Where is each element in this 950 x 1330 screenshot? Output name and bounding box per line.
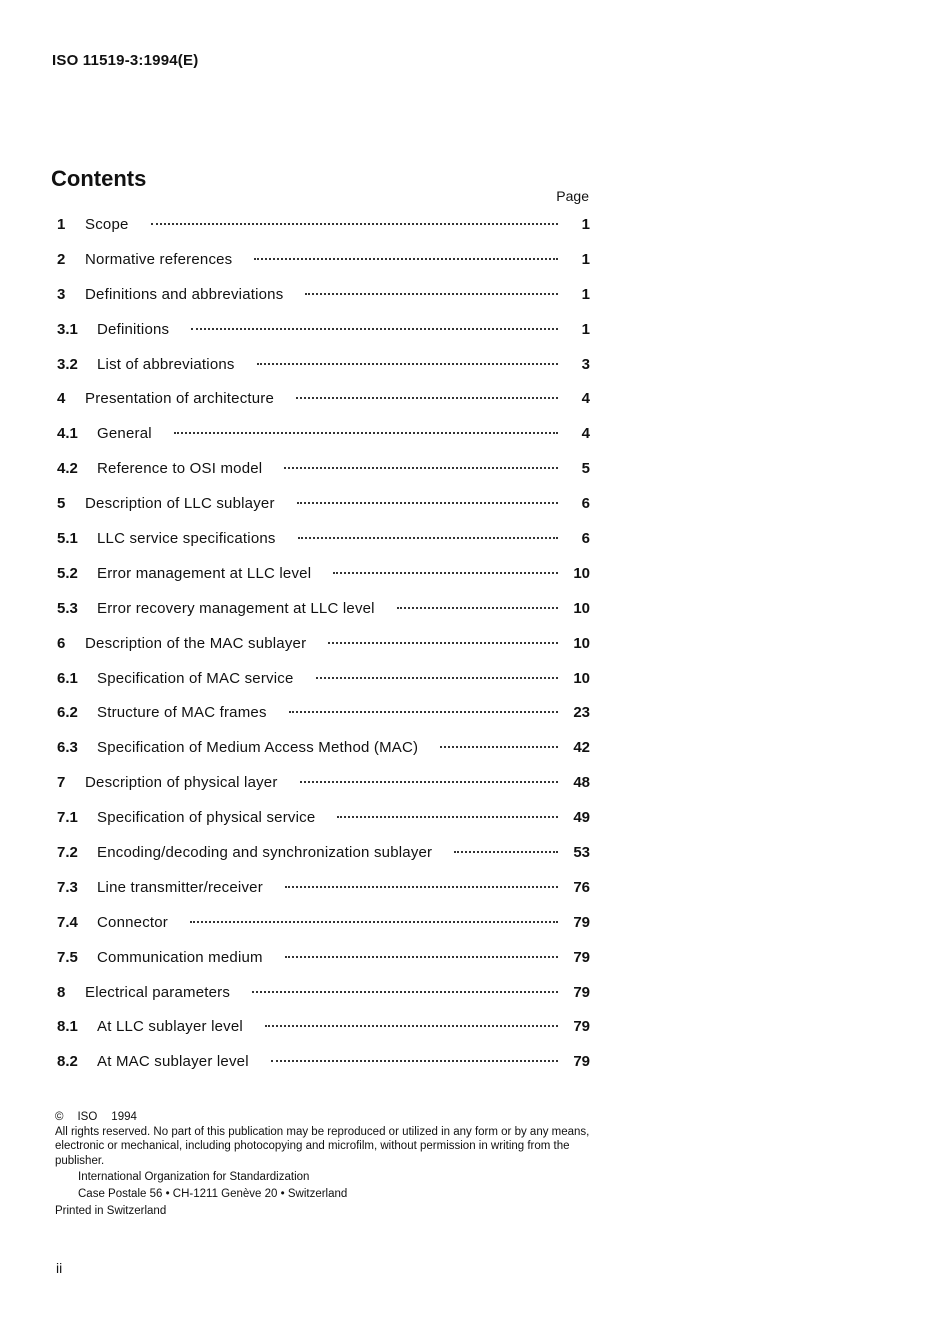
toc-entry-number: 7.5 (57, 948, 78, 966)
dot-leader (297, 502, 558, 504)
dot-leader (328, 642, 558, 644)
toc-entry-number: 7 (57, 774, 66, 792)
toc-entry-label: Definitions and abbreviations (85, 285, 284, 303)
toc-entry[interactable] (57, 286, 590, 321)
toc-entry-number: 5 (57, 495, 66, 513)
toc-entry[interactable] (57, 425, 590, 460)
toc-entry-page: 53 (573, 844, 590, 862)
toc-entry-number: 5.2 (57, 564, 78, 582)
document-id: ISO 11519-3:1994(E) (52, 52, 199, 69)
toc-entry-page: 6 (581, 495, 590, 513)
dot-leader (397, 607, 558, 609)
toc-entry-page: 4 (581, 390, 590, 408)
toc-entry-page: 10 (573, 564, 590, 582)
page-number: ii (56, 1260, 63, 1276)
toc-entry[interactable] (57, 565, 590, 600)
toc-entry-label: Presentation of architecture (85, 390, 275, 408)
toc-entry-label: Connector (97, 913, 169, 931)
toc-entry-number: 8 (57, 983, 66, 1001)
dot-leader (271, 1060, 558, 1062)
toc-entry-number: 1 (57, 216, 66, 233)
toc-entry-page: 76 (573, 878, 590, 896)
toc-entry-number: 8.1 (57, 1018, 78, 1036)
organization-address: Case Postale 56 • CH-1211 Genève 20 • Switzerland (78, 1187, 348, 1200)
dot-leader (289, 711, 558, 713)
toc-entry-number: 7.4 (57, 913, 78, 931)
toc-entry-label: Specification of MAC service (97, 669, 294, 687)
toc-entry[interactable] (57, 321, 590, 356)
dot-leader (285, 956, 558, 958)
toc-entry[interactable] (57, 774, 590, 809)
dot-leader (305, 293, 558, 295)
toc-entry[interactable] (57, 216, 590, 251)
toc-entry[interactable] (57, 809, 590, 844)
toc-entry[interactable] (57, 460, 590, 495)
toc-entry-page: 3 (581, 355, 590, 373)
dot-leader (252, 991, 558, 993)
copyright-holder: ISO (77, 1111, 98, 1123)
toc-entry-number: 6.3 (57, 739, 78, 757)
toc-entry-page: 6 (581, 530, 590, 548)
toc-entry[interactable] (57, 949, 590, 984)
toc-entry-label: Error recovery management at LLC level (97, 599, 375, 617)
toc-entry[interactable] (57, 984, 590, 1019)
dot-leader (285, 886, 558, 888)
toc-entry-page: 1 (581, 250, 590, 268)
toc-entry-page: 5 (581, 460, 590, 478)
toc-entry-page: 79 (573, 913, 590, 931)
toc-entry[interactable] (57, 844, 590, 879)
toc-entry[interactable] (57, 600, 590, 635)
toc-entry-page: 1 (581, 320, 590, 338)
toc-entry-label: Specification of physical service (97, 809, 316, 827)
toc-entry-label: At MAC sublayer level (97, 1053, 249, 1071)
toc-entry-number: 3 (57, 285, 66, 303)
rights-statement: All rights reserved. No part of this publication may be reproduced or utilized in any form or by any means, electronic or mechanical, including photocopying and microfilm, without permission in writing from the publisher. (55, 1125, 590, 1167)
dot-leader (190, 921, 558, 923)
toc-entry-page: 1 (581, 216, 590, 233)
toc-entry-label: Line transmitter/receiver (97, 878, 263, 896)
dot-leader (174, 432, 558, 434)
organization-name: International Organization for Standardization (78, 1171, 310, 1183)
toc-entry-label: Specification of Medium Access Method (MAC) (97, 739, 419, 757)
toc-entry-label: Normative references (85, 250, 233, 268)
toc-entry-number: 7.1 (57, 809, 78, 827)
toc-entry-label: Definitions (97, 320, 170, 338)
copyright-block (55, 1110, 600, 1219)
toc-entry-label: List of abbreviations (97, 355, 235, 373)
dot-leader (333, 572, 558, 574)
toc-entry[interactable] (57, 1053, 590, 1088)
toc-entry-label: At LLC sublayer level (97, 1018, 243, 1036)
toc-entry[interactable] (57, 356, 590, 391)
dot-leader (300, 781, 558, 783)
toc-entry-label: General (97, 425, 152, 443)
dot-leader (191, 328, 558, 330)
dot-leader (440, 746, 558, 748)
dot-leader (316, 677, 558, 679)
toc-entry-number: 7.2 (57, 844, 78, 862)
toc-entry[interactable] (57, 635, 590, 670)
toc-entry-page: 79 (573, 948, 590, 966)
dot-leader (454, 851, 558, 853)
toc-entry-label: Scope (85, 216, 129, 233)
toc-entry[interactable] (57, 1018, 590, 1053)
toc-entry-label: Description of physical layer (85, 774, 278, 792)
page-title: Contents (51, 166, 147, 191)
toc-entry[interactable] (57, 670, 590, 705)
toc-entry-label: Communication medium (97, 948, 263, 966)
dot-leader (298, 537, 558, 539)
toc-entry-number: 5.1 (57, 530, 78, 548)
copyright-line (55, 1110, 600, 1125)
toc-entry-number: 5.3 (57, 599, 78, 617)
toc-entry-page: 79 (573, 983, 590, 1001)
toc-entry-page: 79 (573, 1053, 590, 1071)
toc-entry-number: 4 (57, 390, 66, 408)
toc-entry-page: 48 (573, 774, 590, 792)
toc-entry-page: 4 (581, 425, 590, 443)
toc-entry-page: 23 (573, 704, 590, 722)
dot-leader (151, 223, 558, 225)
toc-entry[interactable] (57, 879, 590, 914)
toc-entry-label: Electrical parameters (85, 983, 231, 1001)
toc-entry[interactable] (57, 530, 590, 565)
dot-leader (296, 397, 558, 399)
toc-entry[interactable] (57, 495, 590, 530)
toc-entry-label: Description of the MAC sublayer (85, 634, 307, 652)
toc-entry[interactable] (57, 704, 590, 739)
toc-entry[interactable] (57, 739, 590, 774)
toc-entry-number: 4.2 (57, 460, 78, 478)
toc-entry-label: Encoding/decoding and synchronization sublayer (97, 844, 433, 862)
toc-entry-label: Structure of MAC frames (97, 704, 267, 722)
dot-leader (265, 1025, 558, 1027)
toc-entry-number: 6.1 (57, 669, 78, 687)
toc-entry-label: Description of LLC sublayer (85, 495, 275, 513)
toc-entry-label: Reference to OSI model (97, 460, 263, 478)
toc-entry-page: 10 (573, 634, 590, 652)
toc-entry-number: 3.1 (57, 320, 78, 338)
toc-entry-page: 42 (573, 739, 590, 757)
toc-entry-label: Error management at LLC level (97, 564, 312, 582)
toc-entry-number: 6 (57, 634, 66, 652)
toc-entry-page: 1 (581, 285, 590, 303)
toc-entry[interactable] (57, 251, 590, 286)
dot-leader (284, 467, 558, 469)
toc-entry-page: 49 (573, 809, 590, 827)
toc-entry-page: 10 (573, 669, 590, 687)
toc-entry[interactable] (57, 914, 590, 949)
toc-entry-number: 7.3 (57, 878, 78, 896)
toc-entry-label: LLC service specifications (97, 530, 276, 548)
dot-leader (337, 816, 558, 818)
toc-entry[interactable] (57, 390, 590, 425)
table-of-contents (57, 216, 590, 1088)
copyright-symbol: © (55, 1111, 64, 1123)
toc-entry-number: 4.1 (57, 425, 78, 443)
toc-entry-number: 8.2 (57, 1053, 78, 1071)
toc-entry-page: 10 (573, 599, 590, 617)
dot-leader (254, 258, 558, 260)
printed-in: Printed in Switzerland (55, 1205, 167, 1217)
copyright-year: 1994 (111, 1111, 137, 1123)
dot-leader (257, 363, 558, 365)
toc-entry-number: 6.2 (57, 704, 78, 722)
toc-entry-number: 3.2 (57, 355, 78, 373)
page-column-label: Page (556, 188, 589, 204)
toc-entry-page: 79 (573, 1018, 590, 1036)
toc-entry-number: 2 (57, 250, 66, 268)
